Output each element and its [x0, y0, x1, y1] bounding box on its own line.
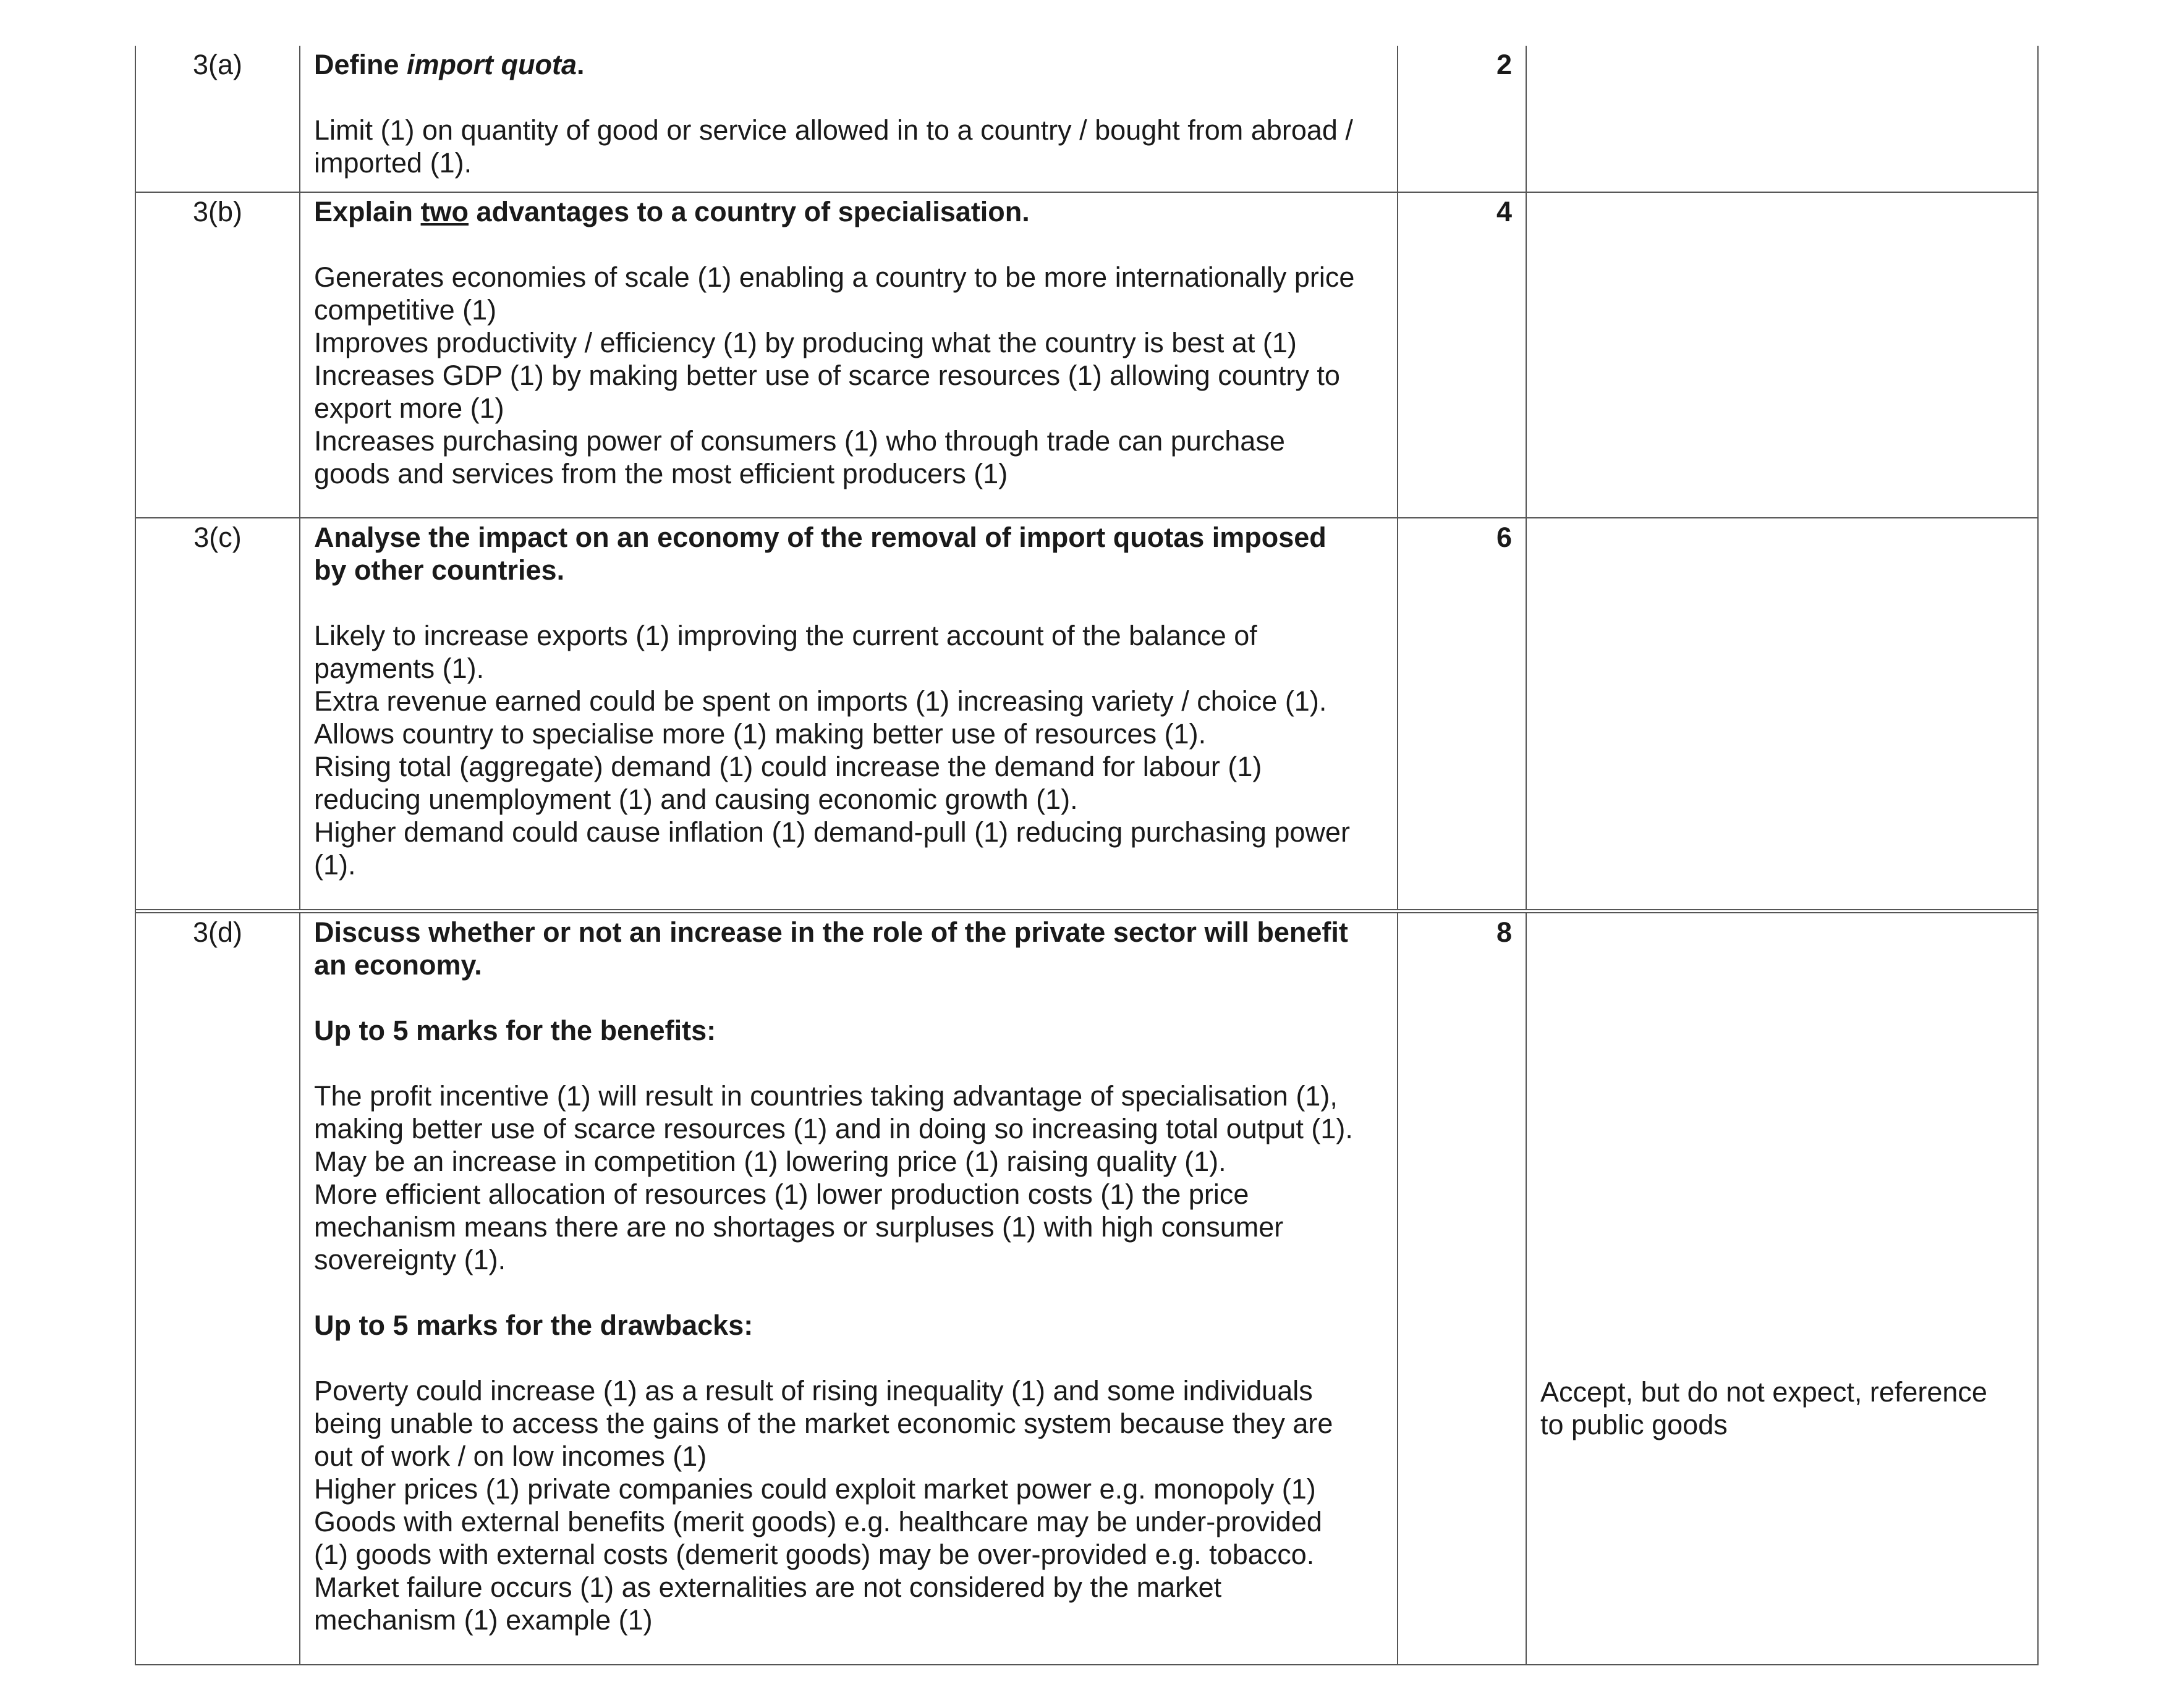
answer-line: Rising total (aggregate) demand (1) could increase the demand for labour (1) — [314, 751, 1262, 782]
answer-line: sovereignty (1). — [314, 1244, 506, 1275]
answer-line: Higher prices (1) private companies could exploit market power e.g. monopoly (1) — [314, 1473, 1316, 1505]
marks-value: 4 — [1398, 193, 1527, 517]
answer-line: Higher demand could cause inflation (1) demand-pull (1) reducing purchasing power — [314, 816, 1350, 848]
answer-line: (1). — [314, 849, 356, 881]
answer-line: imported (1). — [314, 147, 472, 179]
question-text: an economy. — [314, 949, 482, 981]
answer-cell — [300, 46, 1398, 192]
marks-value: 8 — [1398, 913, 1527, 1664]
guidance-cell — [1527, 518, 2037, 909]
answer-line: Allows country to specialise more (1) making better use of resources (1). — [314, 718, 1207, 750]
guidance-cell — [1527, 46, 2037, 192]
answer-line: Limit (1) on quantity of good or service allowed in to a country / bought from abroad / — [314, 114, 1353, 146]
answer-line: More efficient allocation of resources (1) lower production costs (1) the price — [314, 1178, 1249, 1210]
answer-line: out of work / on low incomes (1) — [314, 1440, 707, 1472]
question-number: 3(a) — [136, 46, 300, 192]
answer-line: making better use of scarce resources (1) and in doing so increasing total output (1). — [314, 1113, 1353, 1144]
table-row-3a — [136, 46, 2037, 192]
answer-line: The profit incentive (1) will result in countries taking advantage of specialisation (1), — [314, 1080, 1338, 1112]
guidance-cell — [1527, 913, 2037, 1664]
answer-line: May be an increase in competition (1) lowering price (1) raising quality (1). — [314, 1146, 1226, 1177]
answer-line: Generates economies of scale (1) enabling a country to be more internationally price — [314, 261, 1355, 293]
question-number: 3(b) — [136, 193, 300, 517]
question-number: 3(d) — [136, 913, 300, 1664]
answer-line: Improves productivity / efficiency (1) by producing what the country is best at (1) — [314, 327, 1297, 358]
question-text: Analyse the impact on an economy of the removal of import quotas imposed — [314, 522, 1326, 553]
answer-line: being unable to access the gains of the market economic system because they are — [314, 1408, 1333, 1439]
answer-line: Increases GDP (1) by making better use of scarce resources (1) allowing country to — [314, 360, 1340, 391]
question-text: Explain two advantages to a country of specialisation. — [314, 196, 1030, 227]
answer-cell — [300, 913, 1398, 1664]
mark-scheme-table — [135, 46, 2039, 1665]
question-text: by other countries. — [314, 554, 565, 586]
answer-line: payments (1). — [314, 653, 485, 684]
guidance-cell — [1527, 193, 2037, 517]
table-row-3c — [136, 517, 2037, 909]
marks-value: 6 — [1398, 518, 1527, 909]
answer-line: mechanism (1) example (1) — [314, 1604, 653, 1636]
answer-line: mechanism means there are no shortages or surpluses (1) with high consumer — [314, 1211, 1284, 1243]
answer-line: competitive (1) — [314, 294, 497, 326]
answer-cell — [300, 518, 1398, 909]
answer-line: goods and services from the most efficient producers (1) — [314, 458, 1008, 489]
answer-cell — [300, 193, 1398, 517]
table-row-3d — [136, 909, 2037, 1664]
benefits-heading: Up to 5 marks for the benefits: — [314, 1015, 716, 1046]
question-text: Define import quota. — [314, 49, 585, 80]
answer-line: Likely to increase exports (1) improving the current account of the balance of — [314, 620, 1257, 651]
answer-line: Increases purchasing power of consumers (1) who through trade can purchase — [314, 425, 1285, 457]
answer-line: Market failure occurs (1) as externalities are not considered by the market — [314, 1571, 1222, 1603]
drawbacks-heading: Up to 5 marks for the drawbacks: — [314, 1309, 753, 1341]
question-text: Discuss whether or not an increase in the role of the private sector will benefit — [314, 916, 1348, 948]
answer-line: Extra revenue earned could be spent on imports (1) increasing variety / choice (1). — [314, 685, 1327, 717]
answer-line: (1) goods with external costs (demerit goods) may be over-provided e.g. tobacco. — [314, 1539, 1315, 1570]
question-number: 3(c) — [136, 518, 300, 909]
guidance-note: Accept, but do not expect, reference — [1540, 1376, 1987, 1408]
answer-line: Poverty could increase (1) as a result of rising inequality (1) and some individuals — [314, 1375, 1313, 1406]
answer-line: reducing unemployment (1) and causing economic growth (1). — [314, 784, 1078, 815]
marks-value: 2 — [1398, 46, 1527, 192]
answer-line: Goods with external benefits (merit goods) e.g. healthcare may be under-provided — [314, 1506, 1322, 1537]
guidance-note: to public goods — [1540, 1409, 1728, 1440]
table-row-3b — [136, 192, 2037, 517]
answer-line: export more (1) — [314, 392, 504, 424]
